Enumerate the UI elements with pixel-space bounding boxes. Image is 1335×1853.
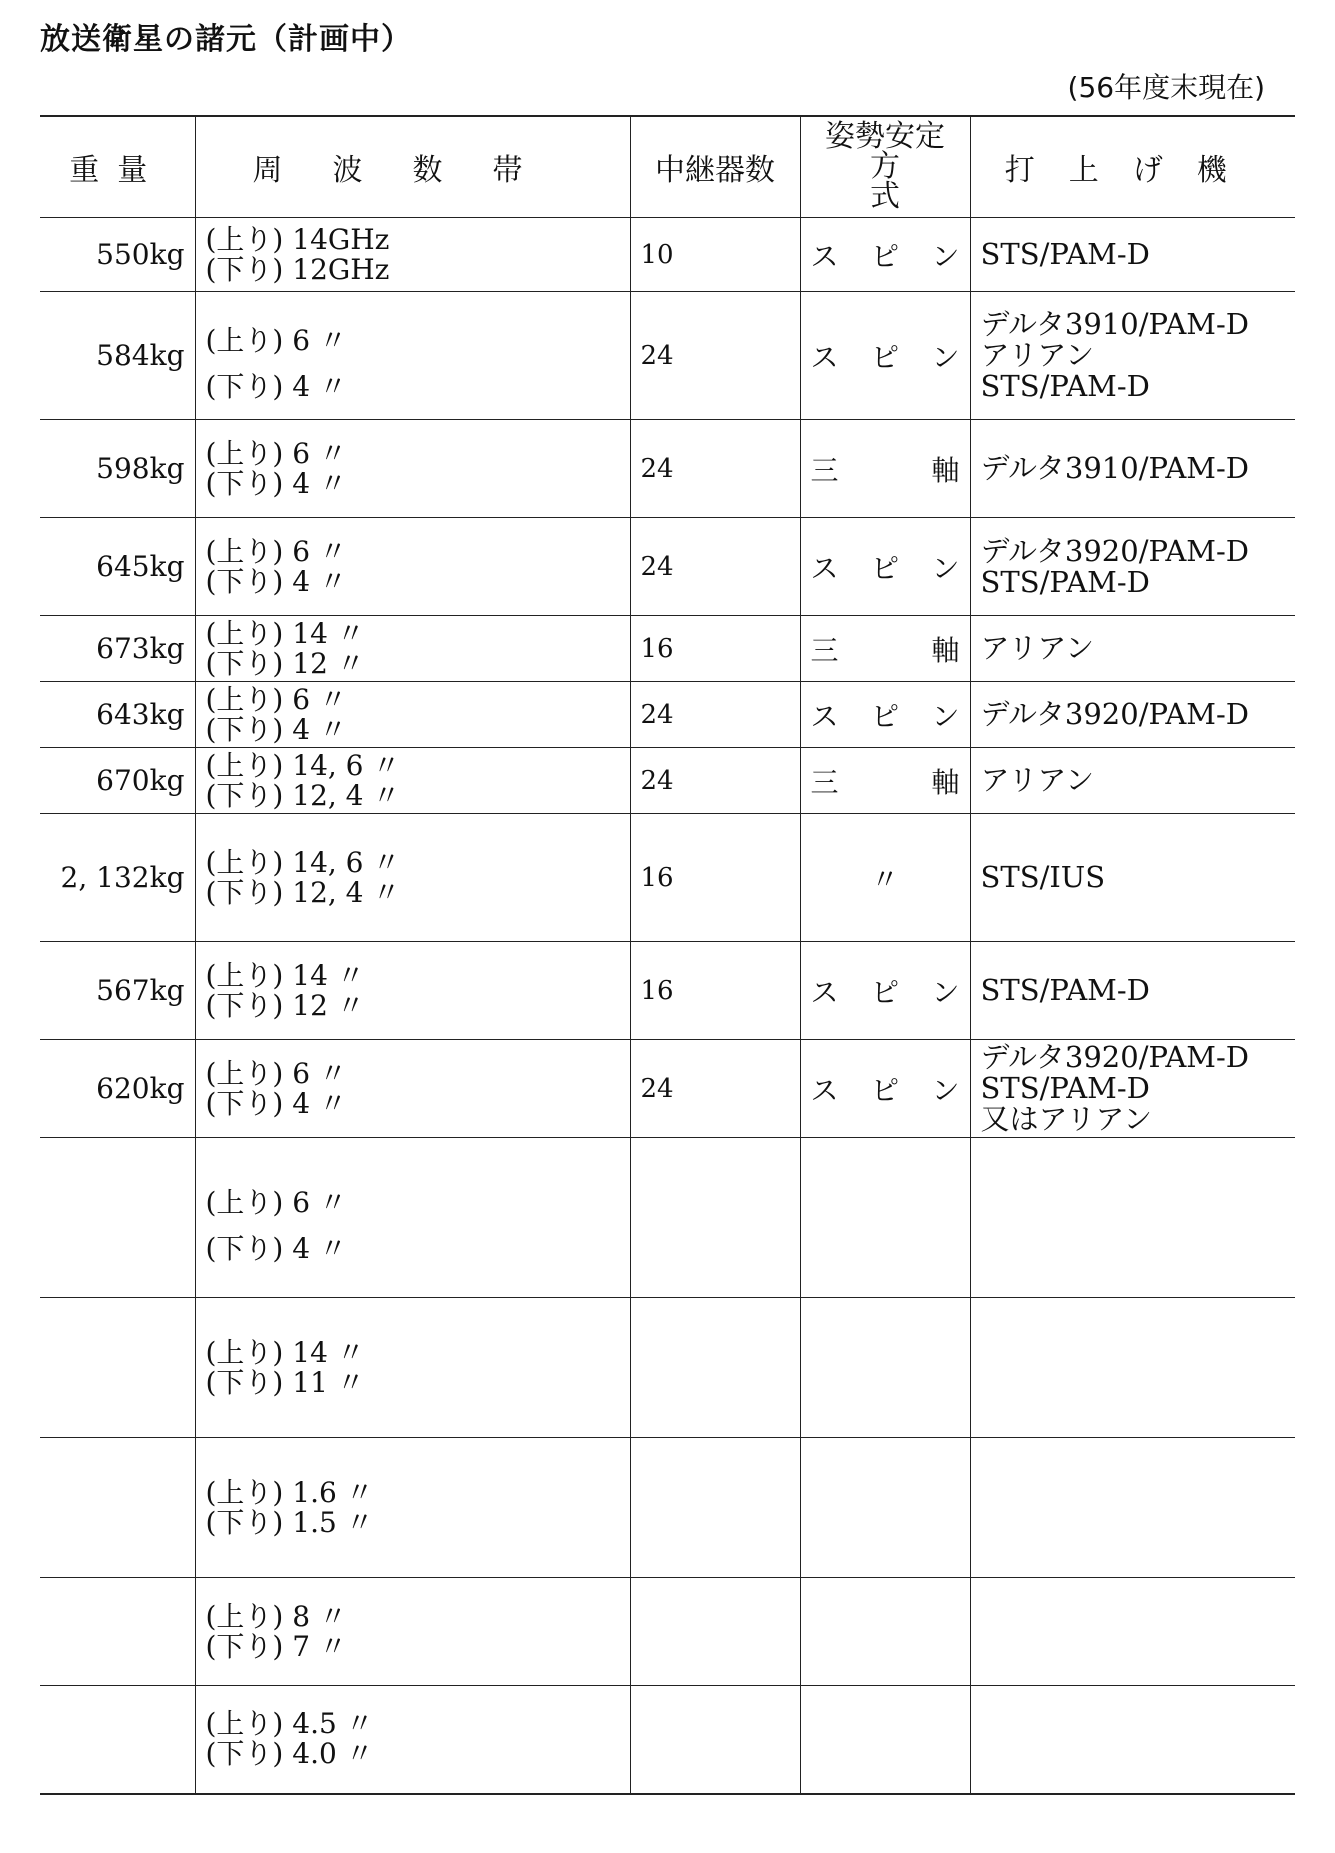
launcher-cell (970, 518, 1295, 616)
as-of-note: (56年度末現在) (1067, 71, 1265, 104)
transponder-count-cell: 24 (630, 682, 800, 748)
frequency-uplink: (上り) 4.5 〃 (205, 1707, 374, 1741)
weight-cell: 645kg (40, 518, 195, 616)
frequency-cell (195, 518, 630, 616)
frequency-cell (195, 292, 630, 420)
launcher-line: アリアン (980, 338, 1095, 372)
stabilization-char: ピ (870, 1073, 899, 1107)
weight-cell (40, 1138, 195, 1298)
launcher-line: STS/PAM-D (980, 237, 1150, 271)
stabilization-cell (800, 1040, 970, 1138)
frequency-downlink: (下り) 4 〃 (205, 1231, 347, 1265)
launcher-cell (970, 1040, 1295, 1138)
stabilization-char: ピ (870, 975, 899, 1009)
stabilization-char: ス (810, 699, 839, 733)
frequency-cell (195, 1578, 630, 1686)
stabilization-cell (800, 518, 970, 616)
header-stabilization (800, 116, 970, 218)
stabilization-cell (800, 1686, 970, 1794)
stabilization-cell (800, 292, 970, 420)
frequency-downlink: (下り) 11 〃 (205, 1365, 365, 1399)
stabilization-char: ン (931, 239, 960, 273)
frequency-downlink: (下り) 1.5 〃 (205, 1505, 374, 1539)
stabilization-char: ス (810, 975, 839, 1009)
transponder-count-cell: 24 (630, 420, 800, 518)
table-row (40, 1040, 1295, 1138)
launcher-cell (970, 1298, 1295, 1438)
frequency-uplink: (上り) 1.6 〃 (205, 1475, 374, 1509)
table-row (40, 942, 1295, 1040)
table-row (40, 518, 1295, 616)
satellite-spec-table (40, 115, 1295, 1795)
launcher-line: デルタ3920/PAM-D (980, 697, 1250, 731)
launcher-line: STS/PAM-D (980, 369, 1150, 403)
launcher-line: デルタ3910/PAM-D (980, 307, 1250, 341)
stabilization-value: 〃 (870, 862, 899, 896)
stabilization-char: ン (931, 699, 960, 733)
stabilization-char: ス (810, 1073, 839, 1107)
stabilization-value (811, 547, 960, 587)
table-row (40, 1578, 1295, 1686)
frequency-uplink: (上り) 14, 6 〃 (205, 748, 401, 782)
header-launcher: 打上げ機 (970, 116, 1295, 218)
weight-cell (40, 1578, 195, 1686)
frequency-cell (195, 218, 630, 292)
transponder-count-cell: 24 (630, 518, 800, 616)
launcher-cell (970, 1438, 1295, 1578)
stabilization-char: ン (931, 340, 960, 374)
frequency-downlink: (下り) 7 〃 (205, 1629, 347, 1663)
table-row (40, 1298, 1295, 1438)
frequency-cell (195, 1438, 630, 1578)
table-row (40, 1686, 1295, 1794)
stabilization-cell (800, 1578, 970, 1686)
weight-cell: 550kg (40, 218, 195, 292)
stabilization-char: 軸 (931, 633, 960, 667)
frequency-cell (195, 1298, 630, 1438)
stabilization-value (811, 695, 960, 735)
frequency-uplink: (上り) 6 〃 (205, 534, 347, 568)
frequency-downlink: (下り) 12 〃 (205, 988, 365, 1022)
weight-cell: 584kg (40, 292, 195, 420)
stabilization-char: ピ (870, 340, 899, 374)
stabilization-char: 三 (810, 453, 839, 487)
weight-cell: 673kg (40, 616, 195, 682)
launcher-cell (970, 420, 1295, 518)
stabilization-value (811, 1069, 960, 1109)
frequency-downlink: (下り) 4 〃 (205, 564, 347, 598)
frequency-uplink: (上り) 14 〃 (205, 1335, 365, 1369)
table-row (40, 814, 1295, 942)
frequency-cell (195, 1686, 630, 1794)
stabilization-value (811, 971, 960, 1011)
frequency-cell (195, 1040, 630, 1138)
stabilization-value (811, 761, 960, 801)
stabilization-cell (800, 942, 970, 1040)
weight-cell: 598kg (40, 420, 195, 518)
stabilization-char: 三 (810, 633, 839, 667)
transponder-count-cell: 16 (630, 942, 800, 1040)
stabilization-char: 軸 (931, 453, 960, 487)
frequency-downlink: (下り) 4 〃 (205, 466, 347, 500)
stabilization-char: ン (931, 975, 960, 1009)
frequency-uplink: (上り) 6 〃 (205, 1056, 347, 1090)
header-stabilization-line2: 方式 (870, 149, 934, 214)
table-row (40, 616, 1295, 682)
transponder-count-cell (630, 1438, 800, 1578)
frequency-uplink: (上り) 14 〃 (205, 616, 365, 650)
transponder-count-cell: 24 (630, 748, 800, 814)
transponder-count-cell: 16 (630, 616, 800, 682)
stabilization-cell (800, 420, 970, 518)
weight-cell: 2, 132kg (40, 814, 195, 942)
stabilization-char: ン (931, 551, 960, 585)
transponder-count-cell: 16 (630, 814, 800, 942)
launcher-cell (970, 682, 1295, 748)
stabilization-cell (800, 616, 970, 682)
launcher-line: デルタ3920/PAM-D (980, 533, 1250, 568)
frequency-downlink: (下り) 4 〃 (205, 369, 347, 403)
frequency-cell (195, 1138, 630, 1298)
table-row (40, 748, 1295, 814)
frequency-uplink: (上り) 8 〃 (205, 1599, 347, 1633)
stabilization-char: 軸 (931, 765, 960, 799)
stabilization-cell (800, 814, 970, 942)
transponder-count-cell: 24 (630, 292, 800, 420)
weight-cell (40, 1686, 195, 1794)
launcher-cell (970, 942, 1295, 1040)
frequency-cell (195, 616, 630, 682)
stabilization-cell (800, 1298, 970, 1438)
launcher-line: STS/PAM-D (980, 564, 1150, 599)
frequency-downlink: (下り) 4 〃 (205, 712, 347, 746)
frequency-uplink: (上り) 6 〃 (205, 1185, 347, 1219)
stabilization-value (811, 336, 960, 376)
launcher-line: STS/IUS (980, 860, 1106, 894)
stabilization-cell (800, 1138, 970, 1298)
launcher-line: デルタ3920/PAM-D (980, 1040, 1250, 1074)
frequency-downlink: (下り) 12GHz (205, 252, 390, 286)
table-row (40, 1138, 1295, 1298)
table-row (40, 420, 1295, 518)
table-row (40, 1438, 1295, 1578)
stabilization-value (811, 235, 960, 275)
launcher-line: 又はアリアン (980, 1102, 1153, 1136)
header-row (40, 116, 1295, 218)
weight-cell (40, 1298, 195, 1438)
weight-cell: 643kg (40, 682, 195, 748)
stabilization-char: ス (810, 239, 839, 273)
weight-cell: 620kg (40, 1040, 195, 1138)
frequency-cell (195, 682, 630, 748)
frequency-uplink: (上り) 6 〃 (205, 436, 347, 470)
stabilization-char: ス (810, 551, 839, 585)
weight-cell: 567kg (40, 942, 195, 1040)
frequency-downlink: (下り) 12, 4 〃 (205, 875, 401, 909)
frequency-cell (195, 748, 630, 814)
launcher-cell (970, 748, 1295, 814)
stabilization-cell (800, 748, 970, 814)
launcher-cell (970, 814, 1295, 942)
frequency-downlink: (下り) 12 〃 (205, 646, 365, 680)
frequency-downlink: (下り) 4.0 〃 (205, 1737, 374, 1771)
transponder-count-cell (630, 1298, 800, 1438)
header-transponders: 中継器数 (630, 116, 800, 218)
page-title: 放送衛星の諸元（計画中） (40, 22, 412, 57)
frequency-uplink: (上り) 14, 6 〃 (205, 845, 401, 879)
weight-cell (40, 1438, 195, 1578)
frequency-uplink: (上り) 14 〃 (205, 958, 365, 992)
stabilization-value (811, 629, 960, 669)
frequency-uplink: (上り) 6 〃 (205, 682, 347, 716)
header-weight: 重量 (40, 116, 195, 218)
transponder-count-cell (630, 1686, 800, 1794)
launcher-cell (970, 1686, 1295, 1794)
stabilization-cell (800, 1438, 970, 1578)
stabilization-char: 三 (810, 765, 839, 799)
launcher-line: STS/PAM-D (980, 1071, 1150, 1105)
stabilization-char: ピ (870, 551, 899, 585)
launcher-cell (970, 292, 1295, 420)
frequency-downlink: (下り) 12, 4 〃 (205, 778, 401, 812)
transponder-count-cell (630, 1578, 800, 1686)
header-frequency: 周波数帯 (195, 116, 630, 218)
stabilization-char: ピ (870, 699, 899, 733)
header-stabilization-line1: 姿勢安定 (825, 119, 945, 154)
frequency-cell (195, 942, 630, 1040)
transponder-count-cell: 24 (630, 1040, 800, 1138)
stabilization-value (811, 449, 960, 489)
stabilization-cell (800, 218, 970, 292)
transponder-count-cell: 10 (630, 218, 800, 292)
weight-cell: 670kg (40, 748, 195, 814)
frequency-uplink: (上り) 6 〃 (205, 323, 347, 357)
launcher-cell (970, 1138, 1295, 1298)
launcher-cell (970, 1578, 1295, 1686)
table-row (40, 292, 1295, 420)
launcher-cell (970, 616, 1295, 682)
launcher-line: デルタ3910/PAM-D (980, 451, 1250, 485)
stabilization-cell (800, 682, 970, 748)
table-row (40, 682, 1295, 748)
frequency-downlink: (下り) 4 〃 (205, 1086, 347, 1120)
transponder-count-cell (630, 1138, 800, 1298)
table-body (40, 218, 1295, 1794)
launcher-cell (970, 218, 1295, 292)
launcher-line: アリアン (980, 631, 1095, 665)
launcher-line: アリアン (980, 763, 1095, 797)
launcher-line: STS/PAM-D (980, 973, 1150, 1007)
stabilization-char: ン (931, 1073, 960, 1107)
frequency-uplink: (上り) 14GHz (205, 222, 390, 256)
frequency-cell (195, 814, 630, 942)
stabilization-char: ピ (870, 239, 899, 273)
stabilization-char: ス (810, 340, 839, 374)
frequency-cell (195, 420, 630, 518)
table-row (40, 218, 1295, 292)
